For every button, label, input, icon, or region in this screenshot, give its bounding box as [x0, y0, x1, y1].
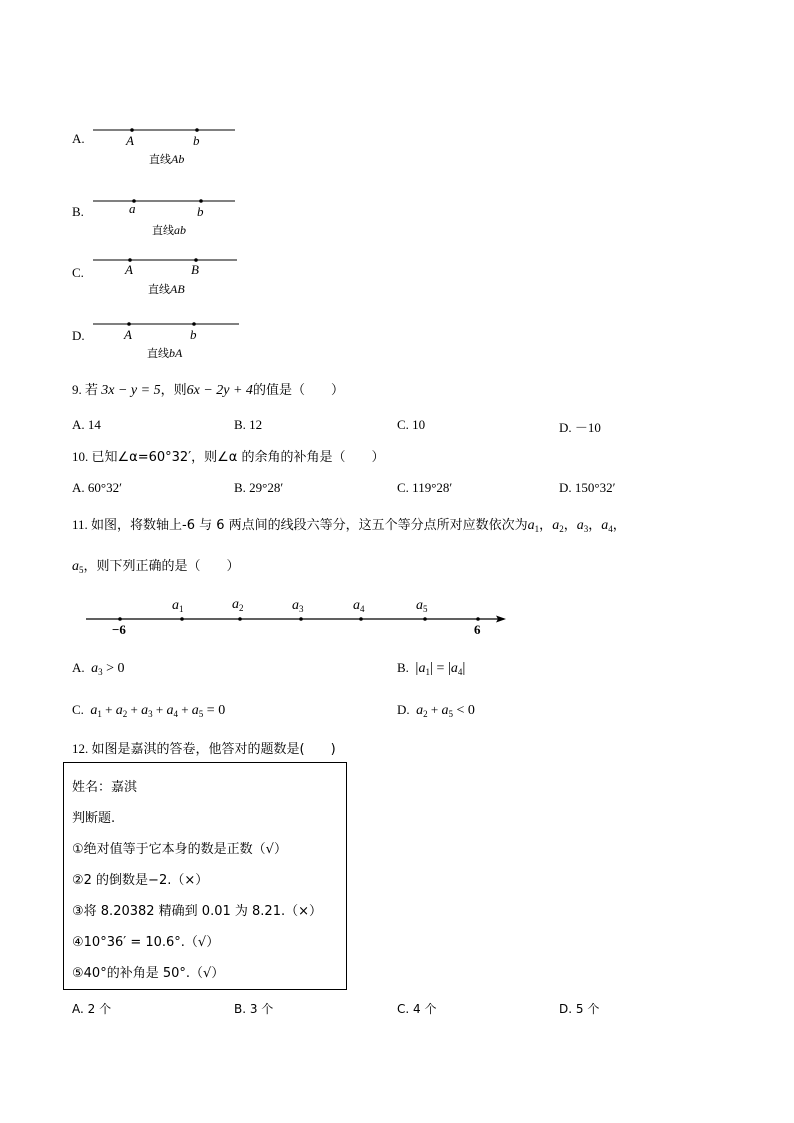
q10-option-a: A. 60°32′: [72, 480, 122, 495]
tick-point: [118, 617, 122, 621]
sheet-item-1: ①绝对值等于它本身的数是正数（√）: [72, 842, 287, 857]
point-label: b: [197, 204, 204, 219]
q10-stem: 10. 已知∠α=60°32′，则∠α 的余角的补角是（ ）: [72, 449, 385, 465]
sheet-item-5: ⑤40°的补角是 50°.（√）: [72, 966, 225, 981]
line-caption: 直线bA: [147, 346, 183, 360]
tick-point: [476, 617, 480, 621]
point-label: A: [126, 133, 134, 148]
point-label: b: [193, 133, 200, 148]
q12-option-d: D. 5 个: [559, 1002, 600, 1016]
sheet-item-2: ②2 的倒数是−2.（×）: [72, 873, 209, 888]
line-caption: 直线Ab: [149, 152, 185, 166]
point-label: A: [124, 327, 132, 342]
q9-option-c: C. 10: [397, 417, 426, 432]
point-a4-label: $a_4$: [353, 598, 365, 614]
tick-point: [423, 617, 427, 621]
sheet-item-3: ③将 8.20382 精确到 0.01 为 8.21.（×）: [72, 904, 322, 919]
point-label: A: [125, 262, 133, 277]
point-a2-label: $a_2$: [232, 597, 244, 613]
q12-option-a: A. 2 个: [72, 1002, 112, 1016]
q9-option-b: B. 12: [234, 417, 263, 432]
question-number: 9.: [72, 382, 82, 397]
q11-option-c: C. $a_1 + a_2 + a_3 + a_4 + a_5 = 0$: [72, 702, 226, 719]
q9-stem: 9. 若 3x − y = 5，则6x − 2y + 4的值是（ ）: [72, 382, 344, 398]
tick-point: [180, 617, 184, 621]
expression: 6x − 2y + 4: [186, 383, 253, 398]
sheet-heading: 判断题.: [72, 811, 116, 826]
answer-sheet-box: [63, 762, 347, 990]
q12-stem: 12. 如图是嘉淇的答卷，他答对的题数是( ): [72, 741, 336, 757]
point-a5-label: $a_5$: [416, 598, 428, 614]
axis-label-left: −6: [112, 622, 126, 637]
q12-option-c: C. 4 个: [397, 1002, 437, 1016]
point-label: a: [129, 201, 136, 216]
option-letter: B.: [72, 204, 84, 219]
equation: 3x − y = 5: [101, 383, 161, 398]
line-caption: 直线ab: [152, 223, 186, 237]
option-letter: A.: [72, 131, 85, 146]
q11-stem-line1: 11. 如图，将数轴上-6 与 6 两点间的线段六等分，这五个等分点所对应数依次为$a_1$，$a_2$，$a_3$，$a_4$，: [72, 517, 626, 534]
q10-option-b: B. 29°28′: [234, 480, 284, 495]
q9-option-a: A. 14: [72, 417, 101, 432]
q9-option-d: D. －10: [559, 420, 601, 435]
point-a1-label: $a_1$: [172, 598, 184, 614]
q10-option-d: D. 150°32′: [559, 480, 616, 495]
q10-option-c: C. 119°28′: [397, 480, 453, 495]
tick-point: [299, 617, 303, 621]
question-number: 11.: [72, 517, 88, 532]
point-label: B: [191, 262, 199, 277]
q11-option-b: B. $|a_1| = |a_4|$: [397, 660, 466, 677]
tick-point: [238, 617, 242, 621]
point-label: b: [190, 327, 197, 342]
tick-point: [359, 617, 363, 621]
option-letter: D.: [72, 328, 85, 343]
question-number: 12.: [72, 741, 89, 756]
sheet-name-line: 姓名：嘉淇: [72, 780, 138, 795]
q11-stem-line2: $a_5$，则下列正确的是（ ）: [72, 559, 240, 575]
q12-option-b: B. 3 个: [234, 1002, 274, 1016]
q11-option-d: D. $a_2 + a_5 < 0$: [397, 702, 475, 719]
axis-label-right: 6: [474, 622, 481, 637]
sheet-item-4: ④10°36′ = 10.6°.（√）: [72, 935, 220, 950]
line-caption: 直线AB: [148, 282, 185, 296]
q11-option-a: A. $a_3 > 0$: [72, 660, 125, 677]
point-a3-label: $a_3$: [292, 598, 304, 614]
question-number: 10.: [72, 449, 89, 464]
option-letter: C.: [72, 265, 84, 280]
